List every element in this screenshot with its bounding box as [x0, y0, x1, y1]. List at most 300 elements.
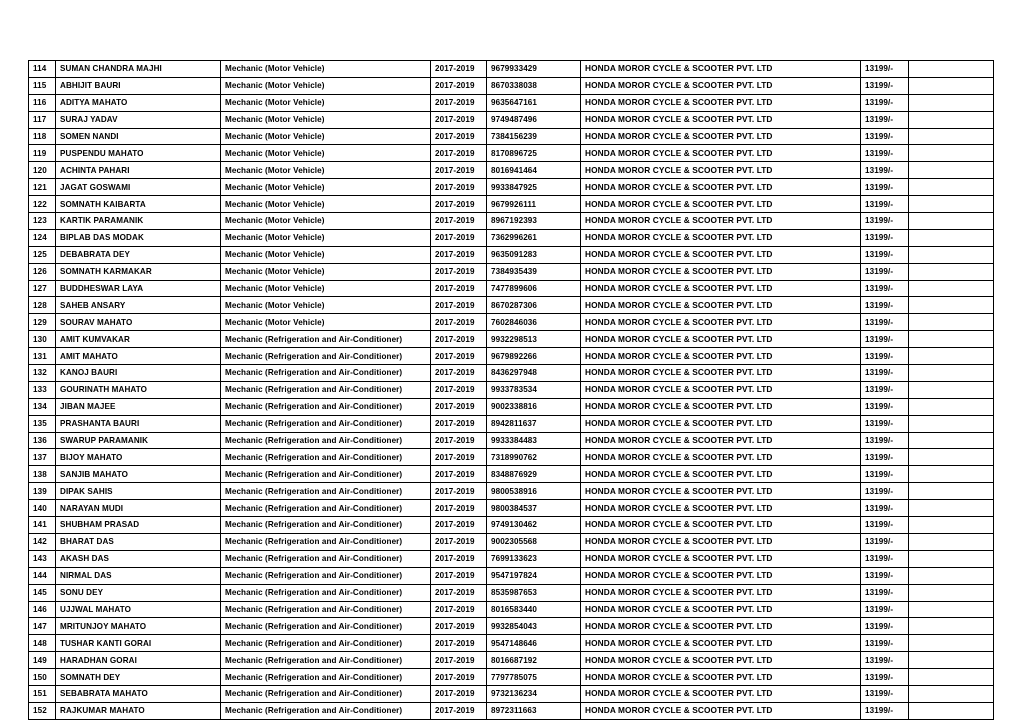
cell-serial: 145 [29, 584, 56, 601]
cell-blank [909, 415, 994, 432]
cell-company: HONDA MOROR CYCLE & SCOOTER PVT. LTD [581, 685, 861, 702]
table-row [29, 685, 994, 702]
cell-company: HONDA MOROR CYCLE & SCOOTER PVT. LTD [581, 246, 861, 263]
table-row [29, 398, 994, 415]
cell-trade: Mechanic (Refrigeration and Air-Conditioner) [221, 635, 431, 652]
cell-name: AMIT KUMVAKAR [56, 331, 221, 348]
table-row [29, 246, 994, 263]
table-row [29, 196, 994, 213]
cell-name: UJJWAL MAHATO [56, 601, 221, 618]
table-row [29, 263, 994, 280]
cell-name: PUSPENDU MAHATO [56, 145, 221, 162]
cell-blank [909, 398, 994, 415]
cell-company: HONDA MOROR CYCLE & SCOOTER PVT. LTD [581, 415, 861, 432]
cell-blank [909, 94, 994, 111]
cell-trade: Mechanic (Refrigeration and Air-Conditioner) [221, 331, 431, 348]
table-row [29, 550, 994, 567]
cell-name: SOMNATH DEY [56, 669, 221, 686]
cell-serial: 128 [29, 297, 56, 314]
cell-phone: 8436297948 [487, 365, 581, 382]
cell-blank [909, 61, 994, 78]
table-row [29, 381, 994, 398]
cell-year: 2017-2019 [431, 500, 487, 517]
cell-name: SOMNATH KAIBARTA [56, 196, 221, 213]
cell-name: SOMEN NANDI [56, 128, 221, 145]
trainee-table [28, 60, 994, 720]
cell-name: DIPAK SAHIS [56, 483, 221, 500]
cell-trade: Mechanic (Refrigeration and Air-Conditioner) [221, 584, 431, 601]
cell-serial: 140 [29, 500, 56, 517]
cell-company: HONDA MOROR CYCLE & SCOOTER PVT. LTD [581, 466, 861, 483]
cell-fee: 13199/- [861, 61, 909, 78]
cell-name: SURAJ YADAV [56, 111, 221, 128]
cell-serial: 121 [29, 179, 56, 196]
cell-serial: 150 [29, 669, 56, 686]
cell-phone: 7699133623 [487, 550, 581, 567]
cell-serial: 116 [29, 94, 56, 111]
table-row [29, 517, 994, 534]
cell-year: 2017-2019 [431, 246, 487, 263]
cell-blank [909, 213, 994, 230]
cell-trade: Mechanic (Motor Vehicle) [221, 61, 431, 78]
cell-serial: 148 [29, 635, 56, 652]
cell-blank [909, 550, 994, 567]
cell-phone: 8016687192 [487, 652, 581, 669]
cell-fee: 13199/- [861, 280, 909, 297]
cell-year: 2017-2019 [431, 533, 487, 550]
cell-blank [909, 652, 994, 669]
cell-trade: Mechanic (Refrigeration and Air-Conditioner) [221, 601, 431, 618]
cell-phone: 7318990762 [487, 449, 581, 466]
cell-blank [909, 246, 994, 263]
cell-name: SANJIB MAHATO [56, 466, 221, 483]
table-row [29, 213, 994, 230]
cell-year: 2017-2019 [431, 263, 487, 280]
cell-trade: Mechanic (Motor Vehicle) [221, 314, 431, 331]
cell-fee: 13199/- [861, 381, 909, 398]
cell-name: BIJOY MAHATO [56, 449, 221, 466]
cell-trade: Mechanic (Refrigeration and Air-Conditioner) [221, 415, 431, 432]
cell-phone: 9679892266 [487, 348, 581, 365]
cell-trade: Mechanic (Motor Vehicle) [221, 280, 431, 297]
cell-fee: 13199/- [861, 398, 909, 415]
cell-company: HONDA MOROR CYCLE & SCOOTER PVT. LTD [581, 618, 861, 635]
cell-year: 2017-2019 [431, 111, 487, 128]
cell-trade: Mechanic (Motor Vehicle) [221, 111, 431, 128]
cell-phone: 8670338038 [487, 77, 581, 94]
cell-year: 2017-2019 [431, 635, 487, 652]
cell-trade: Mechanic (Refrigeration and Air-Conditioner) [221, 449, 431, 466]
cell-name: ACHINTA PAHARI [56, 162, 221, 179]
cell-company: HONDA MOROR CYCLE & SCOOTER PVT. LTD [581, 145, 861, 162]
cell-year: 2017-2019 [431, 432, 487, 449]
table-row [29, 635, 994, 652]
cell-year: 2017-2019 [431, 365, 487, 382]
cell-name: DEBABRATA DEY [56, 246, 221, 263]
table-row [29, 483, 994, 500]
cell-serial: 138 [29, 466, 56, 483]
cell-name: RAJKUMAR MAHATO [56, 702, 221, 719]
cell-company: HONDA MOROR CYCLE & SCOOTER PVT. LTD [581, 533, 861, 550]
cell-name: BHARAT DAS [56, 533, 221, 550]
table-row [29, 94, 994, 111]
cell-serial: 114 [29, 61, 56, 78]
table-row [29, 179, 994, 196]
cell-serial: 123 [29, 213, 56, 230]
table-row [29, 145, 994, 162]
cell-fee: 13199/- [861, 635, 909, 652]
cell-fee: 13199/- [861, 348, 909, 365]
table-row [29, 61, 994, 78]
cell-name: SEBABRATA MAHATO [56, 685, 221, 702]
cell-fee: 13199/- [861, 196, 909, 213]
cell-name: JAGAT GOSWAMI [56, 179, 221, 196]
cell-year: 2017-2019 [431, 213, 487, 230]
cell-year: 2017-2019 [431, 685, 487, 702]
cell-year: 2017-2019 [431, 348, 487, 365]
cell-phone: 8016941464 [487, 162, 581, 179]
cell-company: HONDA MOROR CYCLE & SCOOTER PVT. LTD [581, 550, 861, 567]
cell-phone: 7384935439 [487, 263, 581, 280]
cell-trade: Mechanic (Motor Vehicle) [221, 179, 431, 196]
cell-serial: 130 [29, 331, 56, 348]
cell-serial: 137 [29, 449, 56, 466]
cell-phone: 8972311663 [487, 702, 581, 719]
cell-name: JIBAN MAJEE [56, 398, 221, 415]
cell-blank [909, 533, 994, 550]
table-row [29, 280, 994, 297]
table-row [29, 466, 994, 483]
cell-fee: 13199/- [861, 94, 909, 111]
cell-blank [909, 466, 994, 483]
cell-company: HONDA MOROR CYCLE & SCOOTER PVT. LTD [581, 601, 861, 618]
cell-year: 2017-2019 [431, 77, 487, 94]
cell-phone: 8670287306 [487, 297, 581, 314]
cell-trade: Mechanic (Refrigeration and Air-Conditioner) [221, 398, 431, 415]
cell-phone: 9002338816 [487, 398, 581, 415]
cell-fee: 13199/- [861, 77, 909, 94]
cell-company: HONDA MOROR CYCLE & SCOOTER PVT. LTD [581, 331, 861, 348]
cell-company: HONDA MOROR CYCLE & SCOOTER PVT. LTD [581, 128, 861, 145]
cell-trade: Mechanic (Refrigeration and Air-Conditioner) [221, 500, 431, 517]
cell-serial: 134 [29, 398, 56, 415]
cell-serial: 152 [29, 702, 56, 719]
cell-blank [909, 314, 994, 331]
cell-year: 2017-2019 [431, 466, 487, 483]
cell-company: HONDA MOROR CYCLE & SCOOTER PVT. LTD [581, 449, 861, 466]
table-row [29, 652, 994, 669]
cell-trade: Mechanic (Motor Vehicle) [221, 162, 431, 179]
cell-blank [909, 483, 994, 500]
cell-serial: 151 [29, 685, 56, 702]
table-row [29, 128, 994, 145]
cell-fee: 13199/- [861, 314, 909, 331]
cell-trade: Mechanic (Motor Vehicle) [221, 263, 431, 280]
cell-blank [909, 584, 994, 601]
cell-fee: 13199/- [861, 669, 909, 686]
table-row [29, 365, 994, 382]
table-row [29, 77, 994, 94]
cell-fee: 13199/- [861, 567, 909, 584]
cell-name: ABHIJIT BAURI [56, 77, 221, 94]
cell-phone: 9679933429 [487, 61, 581, 78]
cell-fee: 13199/- [861, 500, 909, 517]
cell-phone: 9002305568 [487, 533, 581, 550]
cell-blank [909, 365, 994, 382]
table-row [29, 331, 994, 348]
cell-year: 2017-2019 [431, 179, 487, 196]
cell-trade: Mechanic (Refrigeration and Air-Conditioner) [221, 365, 431, 382]
cell-blank [909, 196, 994, 213]
table-row [29, 229, 994, 246]
cell-company: HONDA MOROR CYCLE & SCOOTER PVT. LTD [581, 517, 861, 534]
cell-year: 2017-2019 [431, 314, 487, 331]
cell-year: 2017-2019 [431, 162, 487, 179]
cell-blank [909, 162, 994, 179]
cell-name: KANOJ BAURI [56, 365, 221, 382]
cell-phone: 9933783534 [487, 381, 581, 398]
cell-company: HONDA MOROR CYCLE & SCOOTER PVT. LTD [581, 213, 861, 230]
cell-serial: 139 [29, 483, 56, 500]
cell-phone: 9635091283 [487, 246, 581, 263]
cell-fee: 13199/- [861, 517, 909, 534]
cell-company: HONDA MOROR CYCLE & SCOOTER PVT. LTD [581, 179, 861, 196]
cell-phone: 7477899606 [487, 280, 581, 297]
cell-blank [909, 297, 994, 314]
table-row [29, 415, 994, 432]
cell-trade: Mechanic (Motor Vehicle) [221, 94, 431, 111]
cell-serial: 129 [29, 314, 56, 331]
cell-year: 2017-2019 [431, 381, 487, 398]
cell-blank [909, 381, 994, 398]
cell-phone: 7602846036 [487, 314, 581, 331]
cell-blank [909, 601, 994, 618]
cell-year: 2017-2019 [431, 297, 487, 314]
cell-phone: 7362996261 [487, 229, 581, 246]
table-row [29, 348, 994, 365]
cell-blank [909, 449, 994, 466]
cell-year: 2017-2019 [431, 669, 487, 686]
table-row [29, 601, 994, 618]
cell-phone: 9933847925 [487, 179, 581, 196]
table-row [29, 702, 994, 719]
cell-year: 2017-2019 [431, 702, 487, 719]
cell-fee: 13199/- [861, 145, 909, 162]
cell-fee: 13199/- [861, 229, 909, 246]
cell-blank [909, 145, 994, 162]
cell-blank [909, 669, 994, 686]
cell-fee: 13199/- [861, 550, 909, 567]
cell-phone: 9932854043 [487, 618, 581, 635]
cell-fee: 13199/- [861, 111, 909, 128]
cell-name: SONU DEY [56, 584, 221, 601]
cell-phone: 9635647161 [487, 94, 581, 111]
cell-trade: Mechanic (Refrigeration and Air-Conditioner) [221, 685, 431, 702]
cell-blank [909, 179, 994, 196]
cell-blank [909, 517, 994, 534]
cell-name: NARAYAN MUDI [56, 500, 221, 517]
cell-fee: 13199/- [861, 213, 909, 230]
cell-year: 2017-2019 [431, 229, 487, 246]
cell-trade: Mechanic (Refrigeration and Air-Conditioner) [221, 550, 431, 567]
cell-trade: Mechanic (Motor Vehicle) [221, 297, 431, 314]
cell-phone: 8967192393 [487, 213, 581, 230]
cell-year: 2017-2019 [431, 61, 487, 78]
cell-trade: Mechanic (Motor Vehicle) [221, 229, 431, 246]
cell-serial: 142 [29, 533, 56, 550]
cell-serial: 146 [29, 601, 56, 618]
trainee-table-body [29, 61, 994, 720]
cell-fee: 13199/- [861, 601, 909, 618]
cell-phone: 7797785075 [487, 669, 581, 686]
cell-company: HONDA MOROR CYCLE & SCOOTER PVT. LTD [581, 652, 861, 669]
cell-serial: 149 [29, 652, 56, 669]
cell-trade: Mechanic (Motor Vehicle) [221, 246, 431, 263]
table-row [29, 432, 994, 449]
cell-trade: Mechanic (Motor Vehicle) [221, 213, 431, 230]
cell-serial: 136 [29, 432, 56, 449]
cell-trade: Mechanic (Motor Vehicle) [221, 77, 431, 94]
cell-phone: 8942811637 [487, 415, 581, 432]
cell-company: HONDA MOROR CYCLE & SCOOTER PVT. LTD [581, 567, 861, 584]
cell-serial: 132 [29, 365, 56, 382]
cell-name: AMIT MAHATO [56, 348, 221, 365]
cell-blank [909, 111, 994, 128]
cell-company: HONDA MOROR CYCLE & SCOOTER PVT. LTD [581, 669, 861, 686]
cell-serial: 126 [29, 263, 56, 280]
cell-serial: 125 [29, 246, 56, 263]
cell-phone: 9547197824 [487, 567, 581, 584]
table-row [29, 533, 994, 550]
cell-year: 2017-2019 [431, 280, 487, 297]
cell-year: 2017-2019 [431, 128, 487, 145]
cell-name: SUMAN CHANDRA MAJHI [56, 61, 221, 78]
cell-fee: 13199/- [861, 263, 909, 280]
table-row [29, 314, 994, 331]
cell-serial: 124 [29, 229, 56, 246]
cell-company: HONDA MOROR CYCLE & SCOOTER PVT. LTD [581, 314, 861, 331]
cell-serial: 118 [29, 128, 56, 145]
cell-blank [909, 280, 994, 297]
cell-name: GOURINATH MAHATO [56, 381, 221, 398]
cell-trade: Mechanic (Refrigeration and Air-Conditioner) [221, 432, 431, 449]
cell-name: NIRMAL DAS [56, 567, 221, 584]
cell-fee: 13199/- [861, 702, 909, 719]
cell-trade: Mechanic (Refrigeration and Air-Conditioner) [221, 517, 431, 534]
cell-blank [909, 77, 994, 94]
cell-phone: 9749487496 [487, 111, 581, 128]
cell-trade: Mechanic (Refrigeration and Air-Conditioner) [221, 483, 431, 500]
cell-company: HONDA MOROR CYCLE & SCOOTER PVT. LTD [581, 432, 861, 449]
cell-company: HONDA MOROR CYCLE & SCOOTER PVT. LTD [581, 398, 861, 415]
cell-year: 2017-2019 [431, 601, 487, 618]
cell-serial: 119 [29, 145, 56, 162]
table-row [29, 500, 994, 517]
cell-serial: 127 [29, 280, 56, 297]
cell-serial: 141 [29, 517, 56, 534]
cell-fee: 13199/- [861, 331, 909, 348]
cell-year: 2017-2019 [431, 449, 487, 466]
cell-trade: Mechanic (Refrigeration and Air-Conditioner) [221, 652, 431, 669]
cell-fee: 13199/- [861, 533, 909, 550]
cell-blank [909, 500, 994, 517]
cell-company: HONDA MOROR CYCLE & SCOOTER PVT. LTD [581, 280, 861, 297]
cell-year: 2017-2019 [431, 483, 487, 500]
cell-serial: 117 [29, 111, 56, 128]
cell-serial: 122 [29, 196, 56, 213]
cell-name: SOMNATH KARMAKAR [56, 263, 221, 280]
cell-phone: 9800384537 [487, 500, 581, 517]
cell-year: 2017-2019 [431, 196, 487, 213]
cell-name: BIPLAB DAS MODAK [56, 229, 221, 246]
table-row [29, 162, 994, 179]
cell-year: 2017-2019 [431, 398, 487, 415]
cell-trade: Mechanic (Motor Vehicle) [221, 128, 431, 145]
cell-name: SOURAV MAHATO [56, 314, 221, 331]
cell-phone: 8535987653 [487, 584, 581, 601]
cell-fee: 13199/- [861, 584, 909, 601]
cell-company: HONDA MOROR CYCLE & SCOOTER PVT. LTD [581, 702, 861, 719]
table-row [29, 669, 994, 686]
cell-fee: 13199/- [861, 415, 909, 432]
cell-company: HONDA MOROR CYCLE & SCOOTER PVT. LTD [581, 584, 861, 601]
cell-year: 2017-2019 [431, 331, 487, 348]
table-row [29, 567, 994, 584]
cell-year: 2017-2019 [431, 550, 487, 567]
cell-trade: Mechanic (Refrigeration and Air-Conditioner) [221, 618, 431, 635]
table-row [29, 584, 994, 601]
cell-blank [909, 567, 994, 584]
cell-fee: 13199/- [861, 449, 909, 466]
cell-company: HONDA MOROR CYCLE & SCOOTER PVT. LTD [581, 77, 861, 94]
cell-company: HONDA MOROR CYCLE & SCOOTER PVT. LTD [581, 365, 861, 382]
cell-company: HONDA MOROR CYCLE & SCOOTER PVT. LTD [581, 348, 861, 365]
cell-company: HONDA MOROR CYCLE & SCOOTER PVT. LTD [581, 483, 861, 500]
cell-trade: Mechanic (Refrigeration and Air-Conditioner) [221, 466, 431, 483]
cell-blank [909, 229, 994, 246]
cell-serial: 133 [29, 381, 56, 398]
cell-company: HONDA MOROR CYCLE & SCOOTER PVT. LTD [581, 162, 861, 179]
cell-fee: 13199/- [861, 483, 909, 500]
cell-blank [909, 702, 994, 719]
cell-fee: 13199/- [861, 128, 909, 145]
cell-fee: 13199/- [861, 179, 909, 196]
cell-name: HARADHAN GORAI [56, 652, 221, 669]
cell-fee: 13199/- [861, 618, 909, 635]
cell-phone: 9679926111 [487, 196, 581, 213]
cell-phone: 8016583440 [487, 601, 581, 618]
cell-fee: 13199/- [861, 466, 909, 483]
cell-serial: 131 [29, 348, 56, 365]
cell-trade: Mechanic (Refrigeration and Air-Conditioner) [221, 533, 431, 550]
cell-name: MRITUNJOY MAHATO [56, 618, 221, 635]
cell-fee: 13199/- [861, 652, 909, 669]
cell-serial: 120 [29, 162, 56, 179]
cell-blank [909, 348, 994, 365]
cell-year: 2017-2019 [431, 567, 487, 584]
cell-blank [909, 635, 994, 652]
cell-serial: 144 [29, 567, 56, 584]
cell-blank [909, 432, 994, 449]
cell-phone: 7384156239 [487, 128, 581, 145]
cell-trade: Mechanic (Refrigeration and Air-Conditioner) [221, 381, 431, 398]
cell-trade: Mechanic (Refrigeration and Air-Conditioner) [221, 348, 431, 365]
cell-fee: 13199/- [861, 297, 909, 314]
cell-fee: 13199/- [861, 246, 909, 263]
cell-company: HONDA MOROR CYCLE & SCOOTER PVT. LTD [581, 94, 861, 111]
cell-year: 2017-2019 [431, 415, 487, 432]
cell-fee: 13199/- [861, 365, 909, 382]
